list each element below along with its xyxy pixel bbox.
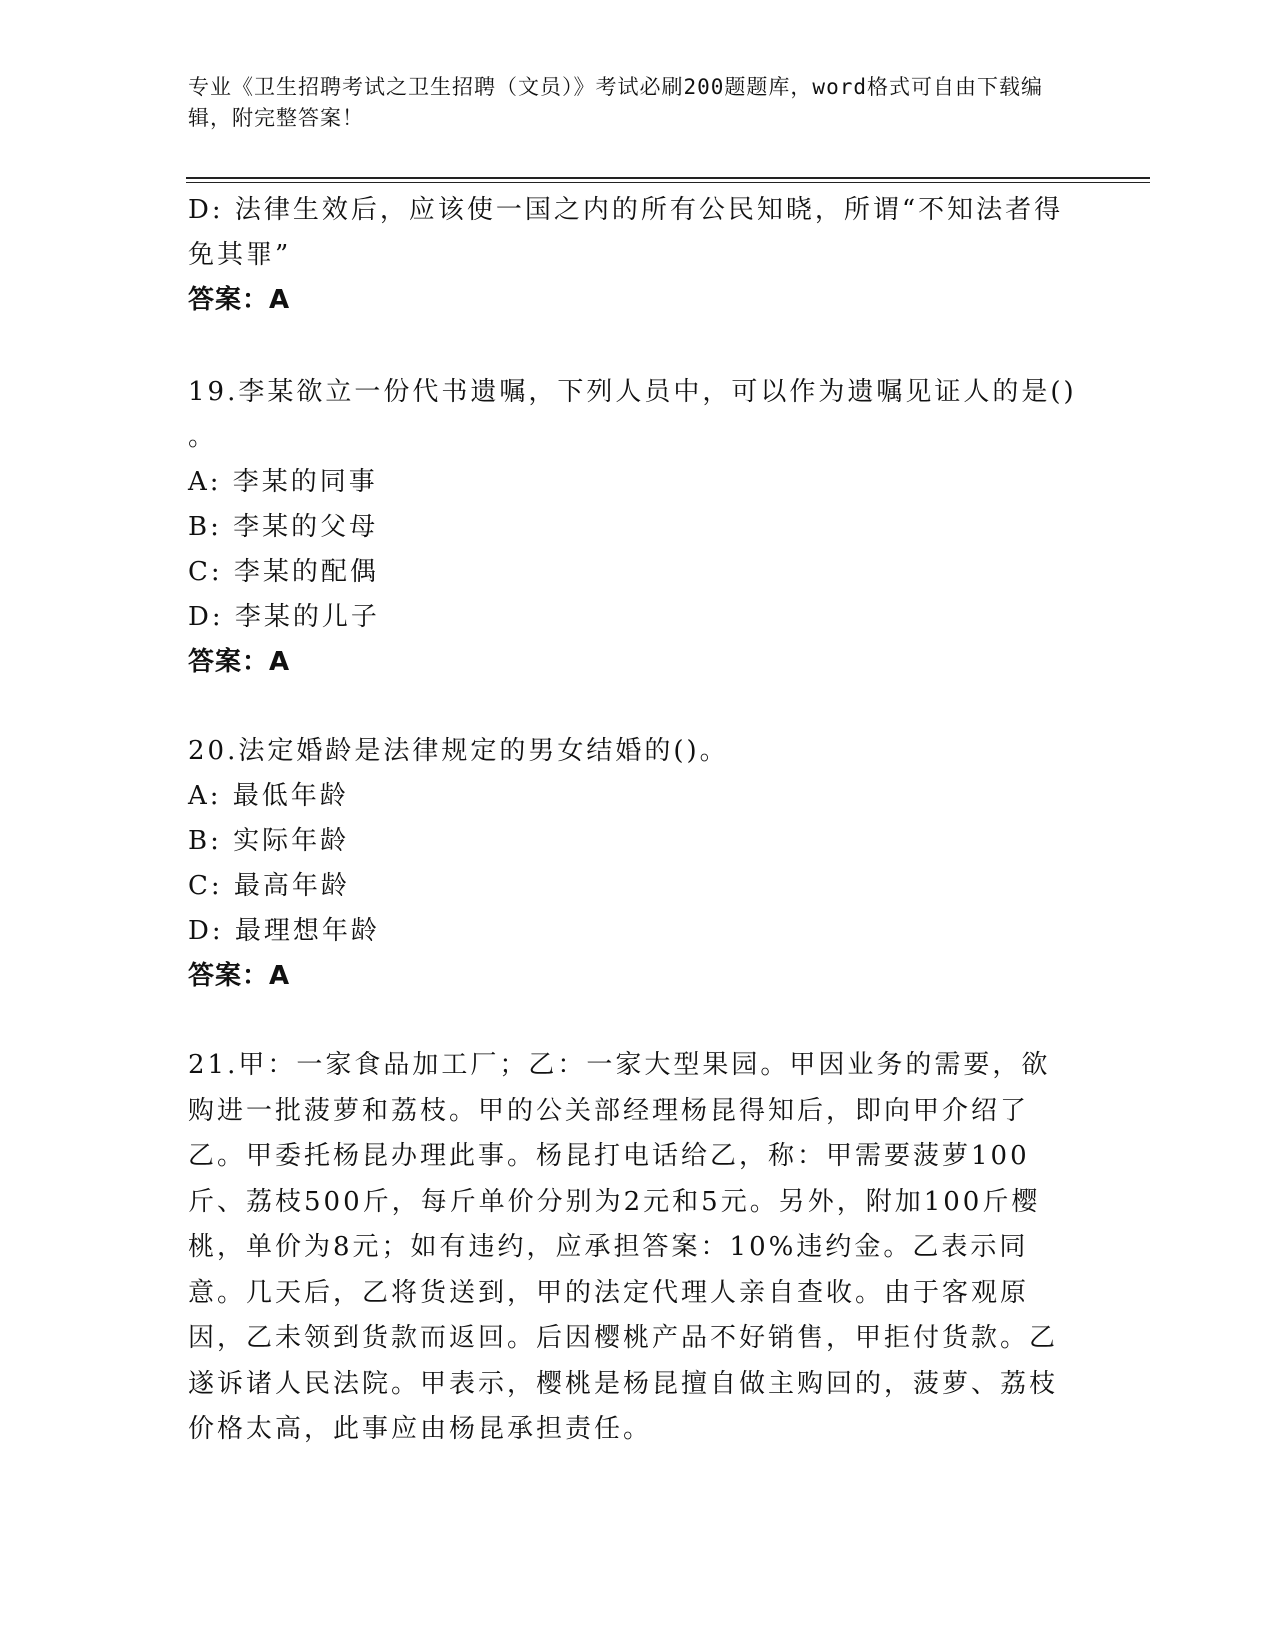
question-content: [188, 188, 1077, 1453]
header-rule-thick: [186, 177, 1150, 179]
q20-option-c: C: 最高年龄: [188, 871, 350, 901]
q19-option-c: C: 李某的配偶: [188, 557, 379, 587]
q18-option-d-line1: D: 法律生效后，应该使一国之内的所有公民知晓，所谓“不知法者得: [188, 195, 1064, 225]
q19-answer: 答案：A: [188, 647, 291, 677]
q20-stem: 20.法定婚龄是法律规定的男女结婚的()。: [188, 736, 729, 766]
spacer: [188, 685, 1068, 729]
q21-stem: 21.甲：一家食品加工厂；乙：一家大型果园。甲因业务的需要，欲购进一批菠萝和荔枝。甲的公关部经理杨昆得知后，即向甲介绍了乙。甲委托杨昆办理此事。杨昆打电话给乙，称：甲需要菠萝100斤、荔枝500斤，每斤单价分别为2元和5元。另外，附加100斤樱桃，单价为8元；如有违约，应承担答案：10%违约金。乙表示同意。几天后，乙将货送到，甲的法定代理人亲自查收。由于客观原因，乙未领到货款而返回。后因樱桃产品不好销售，甲拒付货款。乙遂诉诸人民法院。甲表示，樱桃是杨昆擅自做主购回的，菠萝、荔枝价格太高，此事应由杨昆承担责任。: [188, 1050, 1059, 1444]
q19-option-b: B: 李某的父母: [188, 512, 379, 542]
q19-stem-line1: 19.李某欲立一份代书遗嘱，下列人员中，可以作为遗嘱见证人的是(): [188, 377, 1077, 407]
spacer: [188, 323, 1068, 370]
header-rule-thin: [186, 182, 1150, 183]
q20-option-a: A: 最低年龄: [188, 781, 349, 811]
q19-option-d: D: 李某的儿子: [188, 602, 380, 632]
spacer: [188, 999, 1068, 1043]
q18-option-d-line2: 免其罪”: [188, 240, 292, 270]
q20-option-d: D: 最理想年龄: [188, 916, 380, 946]
page-header: 专业《卫生招聘考试之卫生招聘（文员）》考试必刷200题题库，word格式可自由下载编辑，附完整答案！: [188, 75, 1043, 130]
q19-option-a: A: 李某的同事: [188, 467, 378, 497]
q20-option-b: B: 实际年龄: [188, 826, 350, 856]
q19-stem-line2: 。: [188, 422, 218, 452]
q20-answer: 答案：A: [188, 961, 291, 991]
q18-answer: 答案：A: [188, 285, 291, 315]
